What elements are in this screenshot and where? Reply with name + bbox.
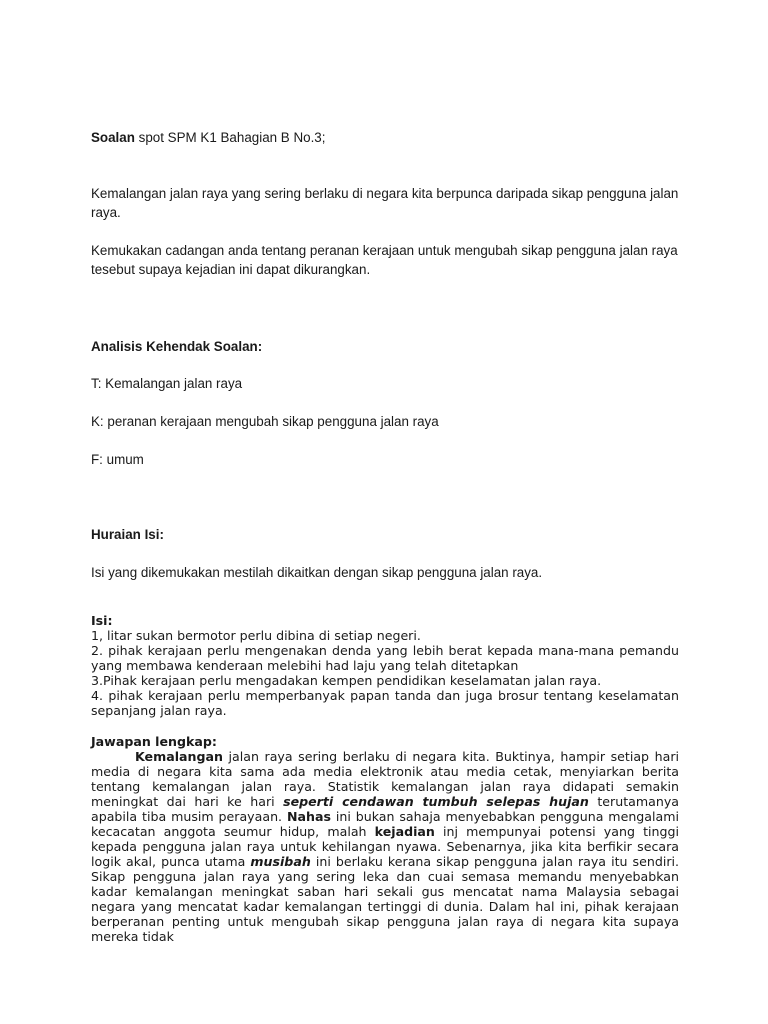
isi-item: 3.Pihak kerajaan perlu mengadakan kempen pendidikan keselamatan jalan raya. xyxy=(91,673,602,688)
huraian-text: Isi yang dikemukakan mestilah dikaitkan dengan sikap pengguna jalan raya. xyxy=(91,565,543,580)
analysis-t: T: Kemalangan jalan raya xyxy=(91,376,243,391)
jawapan-title: Jawapan lengkap: xyxy=(91,734,217,749)
jawapan-segment: kejadian xyxy=(374,824,435,839)
jawapan-segment: ini bukan sahaja menyebabkan pengguna mengalami kecacatan anggota seumur hidup, malah xyxy=(91,809,679,839)
isi-item: 2. pihak kerajaan perlu mengenakan denda yang lebih berat kepada mana-mana pemandu yang membawa kenderaan melebihi had laju yang telah ditetapkan xyxy=(91,643,679,673)
question-paragraph-2: Kemukakan cadangan anda tentang peranan kerajaan untuk mengubah sikap pengguna jalan raya tesebut supaya kejadian ini dapat dikurangkan. xyxy=(91,243,678,277)
huraian-title: Huraian Isi: xyxy=(91,527,164,542)
question-paragraph-1: Kemalangan jalan raya yang sering berlaku di negara kita berpunca daripada sikap pengguna jalan raya. xyxy=(91,186,679,220)
document-heading xyxy=(91,128,679,147)
isi-item: 1, litar sukan bermotor perlu dibina di setiap negeri. xyxy=(91,628,421,643)
analysis-title: Analisis Kehendak Soalan: xyxy=(91,339,263,354)
analysis-f: F: umum xyxy=(91,452,144,467)
isi-title: Isi: xyxy=(91,613,113,628)
jawapan-segment: musibah xyxy=(250,854,311,869)
heading-bold: Soalan xyxy=(91,130,135,145)
jawapan-segment: jalan raya sering berlaku di negara kita. Buktinya, hampir setiap hari media di negara kita sama ada media elektronik atau media cetak, menyiarkan berita tentang kemalangan jalan raya. Statistik kemalangan jalan raya didapati semakin meningkat dai hari ke hari xyxy=(91,749,679,809)
jawapan-segment: seperti cendawan tumbuh selepas hujan xyxy=(283,794,589,809)
jawapan-segment: inj mempunyai potensi yang tinggi kepada pengguna jalan raya untuk kehilangan nyawa. Sebenarnya, jika kita berfikir secara logik akal, punca utama xyxy=(91,824,679,869)
analysis-k: K: peranan kerajaan mengubah sikap pengguna jalan raya xyxy=(91,414,439,429)
isi-item: 4. pihak kerajaan perlu memperbanyak papan tanda dan juga brosur tentang keselamatan sepanjang jalan raya. xyxy=(91,688,679,718)
jawapan-section xyxy=(91,734,679,944)
jawapan-segment: ini berlaku kerana sikap pengguna jalan raya itu sendiri. Sikap pengguna jalan raya yang sering leka dan cuai semasa memandu menyebabkan kadar kemalangan meningkat saban hari sekali gus mencatat nama Malaysia sebagai negara yang mencatat kadar kemalangan tertinggi di dunia. Dalam hal ini, pihak kerajaan berperanan penting untuk mengubah sikap pengguna jalan raya di negara kita supaya mereka tidak xyxy=(91,854,679,944)
jawapan-segment: Nahas xyxy=(286,809,331,824)
jawapan-body xyxy=(91,749,679,944)
jawapan-segment: terutamanya apabila tiba musim perayaan. xyxy=(91,794,679,824)
isi-section xyxy=(91,613,679,718)
jawapan-segment: Kemalangan xyxy=(135,749,223,764)
heading-rest: spot SPM K1 Bahagian B No.3; xyxy=(134,130,326,145)
